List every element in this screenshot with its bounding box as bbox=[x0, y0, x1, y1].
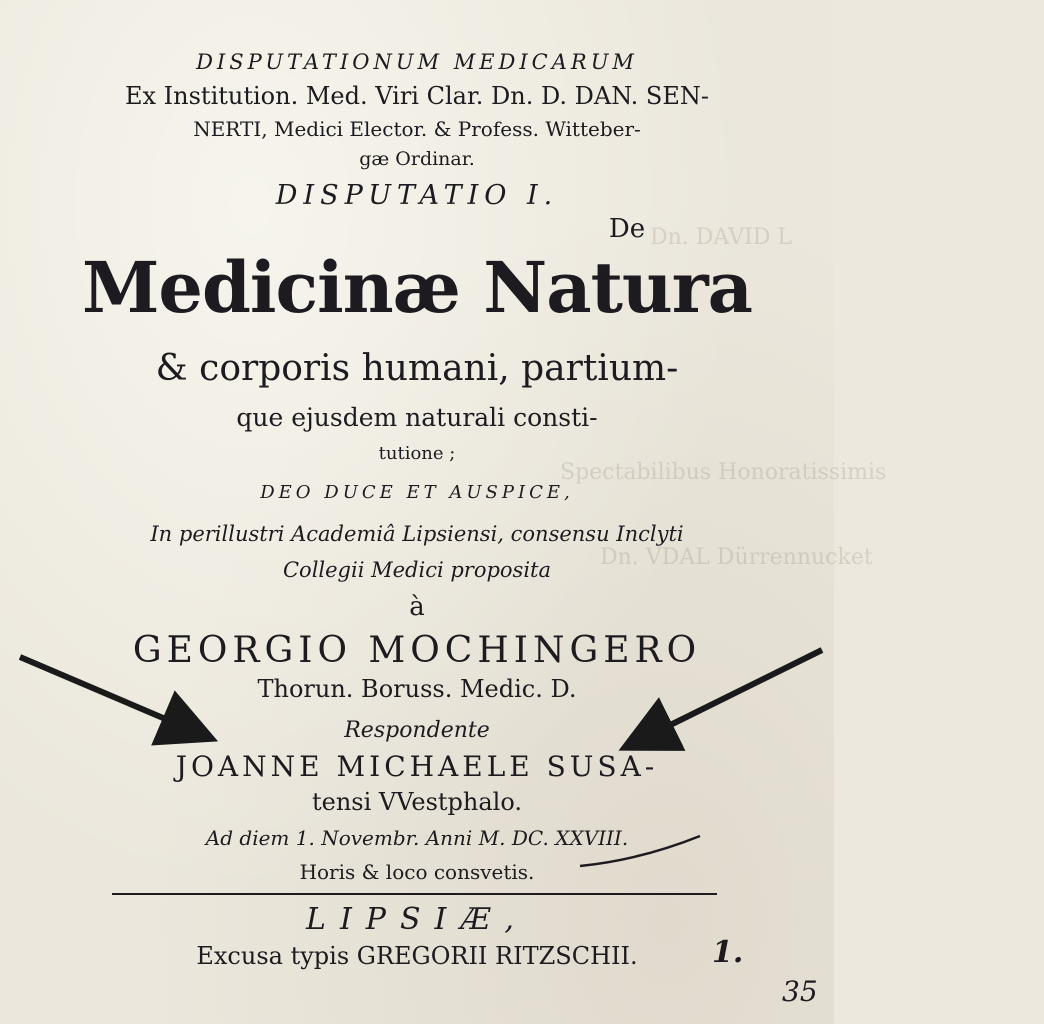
praeses-title: Thorun. Boruss. Medic. D. bbox=[257, 675, 577, 703]
ordinar-line: gæ Ordinar. bbox=[359, 148, 475, 170]
collegii-line: Collegii Medici proposita bbox=[282, 558, 552, 582]
disputatio-heading: DISPUTATIO I. bbox=[275, 180, 559, 211]
academia-line: In perillustri Academiâ Lipsiensi, consensu Inclyti bbox=[150, 522, 684, 546]
a-word: à bbox=[409, 592, 425, 622]
respondent-origin: tensi VVestphalo. bbox=[311, 788, 522, 816]
bleed-through-text: Dn. VDAL Dürrennucket bbox=[600, 545, 873, 570]
handwritten-folio-number: 35 bbox=[782, 975, 818, 1008]
main-title: Medicinæ Natura bbox=[81, 246, 753, 329]
de-word: De bbox=[608, 214, 646, 244]
imprint-city: LIPSIÆ, bbox=[306, 902, 528, 937]
series-title: DISPUTATIONUM MEDICARUM bbox=[196, 50, 638, 74]
left-arrow bbox=[20, 657, 196, 732]
date-line: Ad diem 1. Novembr. Anni M. DC. XXVIII. bbox=[205, 826, 629, 850]
institution-line: Ex Institution. Med. Viri Clar. Dn. D. DAN. SEN- bbox=[124, 82, 709, 110]
bleed-through-text: Spectabilibus Honoratissimis bbox=[560, 460, 887, 485]
subtitle-line-1: & corporis humani, partium- bbox=[155, 348, 679, 389]
subtitle-line-3: tutione ; bbox=[378, 443, 456, 464]
imprint-printer: Excusa typis GREGORII RITZSCHII. bbox=[196, 942, 638, 970]
bleed-through-text: Dn. DAVID L bbox=[650, 225, 793, 250]
handwritten-mark: 1. bbox=[712, 935, 744, 970]
respondente-word: Respondente bbox=[344, 718, 490, 743]
respondent-name: JOANNE MICHAELE SUSA- bbox=[175, 750, 659, 783]
deo-duce-line: DEO DUCE ET AUSPICE, bbox=[260, 482, 574, 503]
sennert-line: NERTI, Medici Elector. & Profess. Witteber- bbox=[193, 117, 641, 141]
hours-line: Horis & loco consvetis. bbox=[299, 860, 535, 884]
praeses-name: GEORGIO MOCHINGERO bbox=[132, 630, 702, 671]
right-arrow bbox=[640, 650, 822, 740]
subtitle-line-2: que ejusdem naturali consti- bbox=[236, 403, 598, 432]
